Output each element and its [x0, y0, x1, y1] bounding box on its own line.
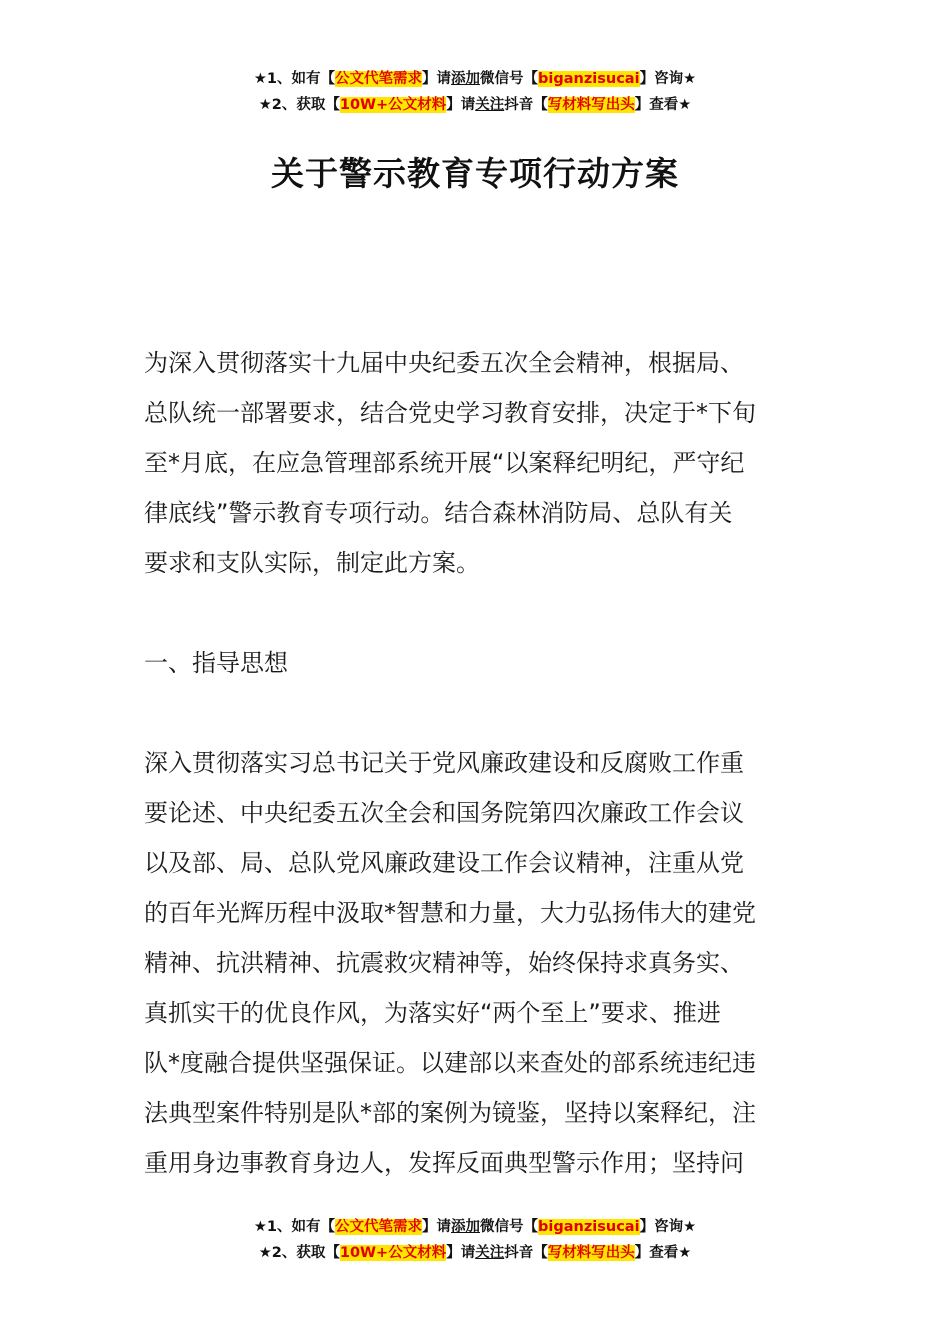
paragraph-line: 要论述、中央纪委五次全会和国务院第四次廉政工作会议 — [144, 799, 744, 827]
promo-highlight: 10W+公文材料 — [339, 1245, 447, 1261]
paragraph-line: 法典型案件特别是队*部的案例为镜鉴，坚持以案释纪，注 — [144, 1099, 756, 1127]
promo-text: 抖音【 — [504, 97, 548, 113]
promo-text: 】请 — [422, 1219, 452, 1235]
promo-highlight: 公文代笔需求 — [335, 71, 423, 87]
section-heading: 一、指导思想 — [144, 649, 288, 677]
promo-underline: 关注 — [475, 97, 505, 113]
promo-highlight: 写材料写出头 — [547, 97, 635, 113]
promo-underline: 关注 — [475, 1245, 505, 1261]
promo-text: 】咨询★ — [639, 71, 697, 87]
paragraph-line: 要求和支队实际，制定此方案。 — [144, 549, 480, 577]
promo-text: ★1、如有【 — [253, 71, 336, 87]
promo-text: ★2、获取【 — [258, 1245, 340, 1261]
promo-line-2 — [0, 92, 950, 118]
promo-text: 】查看★ — [634, 1245, 692, 1261]
document-title: 关于警示教育专项行动方案 — [271, 154, 679, 193]
promo-highlight: 写材料写出头 — [547, 1245, 635, 1261]
promo-highlight: biganzisucai — [538, 1219, 640, 1235]
promo-text: 抖音【 — [504, 1245, 548, 1261]
paragraph-line: 精神、抗洪精神、抗震救灾精神等，始终保持求真务实、 — [144, 949, 744, 977]
paragraph-line: 深入贯彻落实习总书记关于党风廉政建设和反腐败工作重 — [144, 749, 744, 777]
promo-highlight: 公文代笔需求 — [335, 1219, 423, 1235]
paragraph-line: 以及部、局、总队党风廉政建设工作会议精神，注重从党 — [144, 849, 744, 877]
paragraph-line: 为深入贯彻落实十九届中央纪委五次全会精神，根据局、 — [144, 349, 744, 377]
paragraph-line: 真抓实干的优良作风，为落实好“两个至上”要求、推进 — [144, 999, 721, 1027]
paragraph-line: 律底线”警示教育专项行动。结合森林消防局、总队有关 — [144, 499, 733, 527]
promo-highlight: biganzisucai — [538, 71, 640, 87]
paragraph-line: 队*度融合提供坚强保证。以建部以来查处的部系统违纪违 — [144, 1049, 756, 1077]
section-paragraph — [144, 738, 809, 1188]
promo-line-2 — [0, 1240, 950, 1266]
promo-underline: 添加 — [451, 71, 481, 87]
promo-text: 】请 — [446, 97, 476, 113]
promo-highlight: 10W+公文材料 — [339, 97, 447, 113]
promo-text: 微信号【 — [480, 71, 539, 87]
intro-paragraph — [144, 338, 809, 588]
promo-text: 】查看★ — [634, 97, 692, 113]
promo-line-1 — [0, 66, 950, 92]
promo-underline: 添加 — [451, 1219, 481, 1235]
promo-banner-bottom — [0, 1214, 950, 1266]
promo-banner-top — [0, 66, 950, 118]
promo-text: 】咨询★ — [639, 1219, 697, 1235]
promo-text: ★2、获取【 — [258, 97, 340, 113]
promo-text: 微信号【 — [480, 1219, 539, 1235]
promo-line-1 — [0, 1214, 950, 1240]
paragraph-line: 重用身边事教育身边人，发挥反面典型警示作用；坚持问 — [144, 1149, 744, 1177]
promo-text: 】请 — [422, 71, 452, 87]
paragraph-line: 至*月底，在应急管理部系统开展“以案释纪明纪，严守纪 — [144, 449, 745, 477]
promo-text: ★1、如有【 — [253, 1219, 336, 1235]
paragraph-line: 总队统一部署要求，结合党史学习教育安排，决定于*下旬 — [144, 399, 756, 427]
paragraph-line: 的百年光辉历程中汲取*智慧和力量，大力弘扬伟大的建党 — [144, 899, 756, 927]
promo-text: 】请 — [446, 1245, 476, 1261]
